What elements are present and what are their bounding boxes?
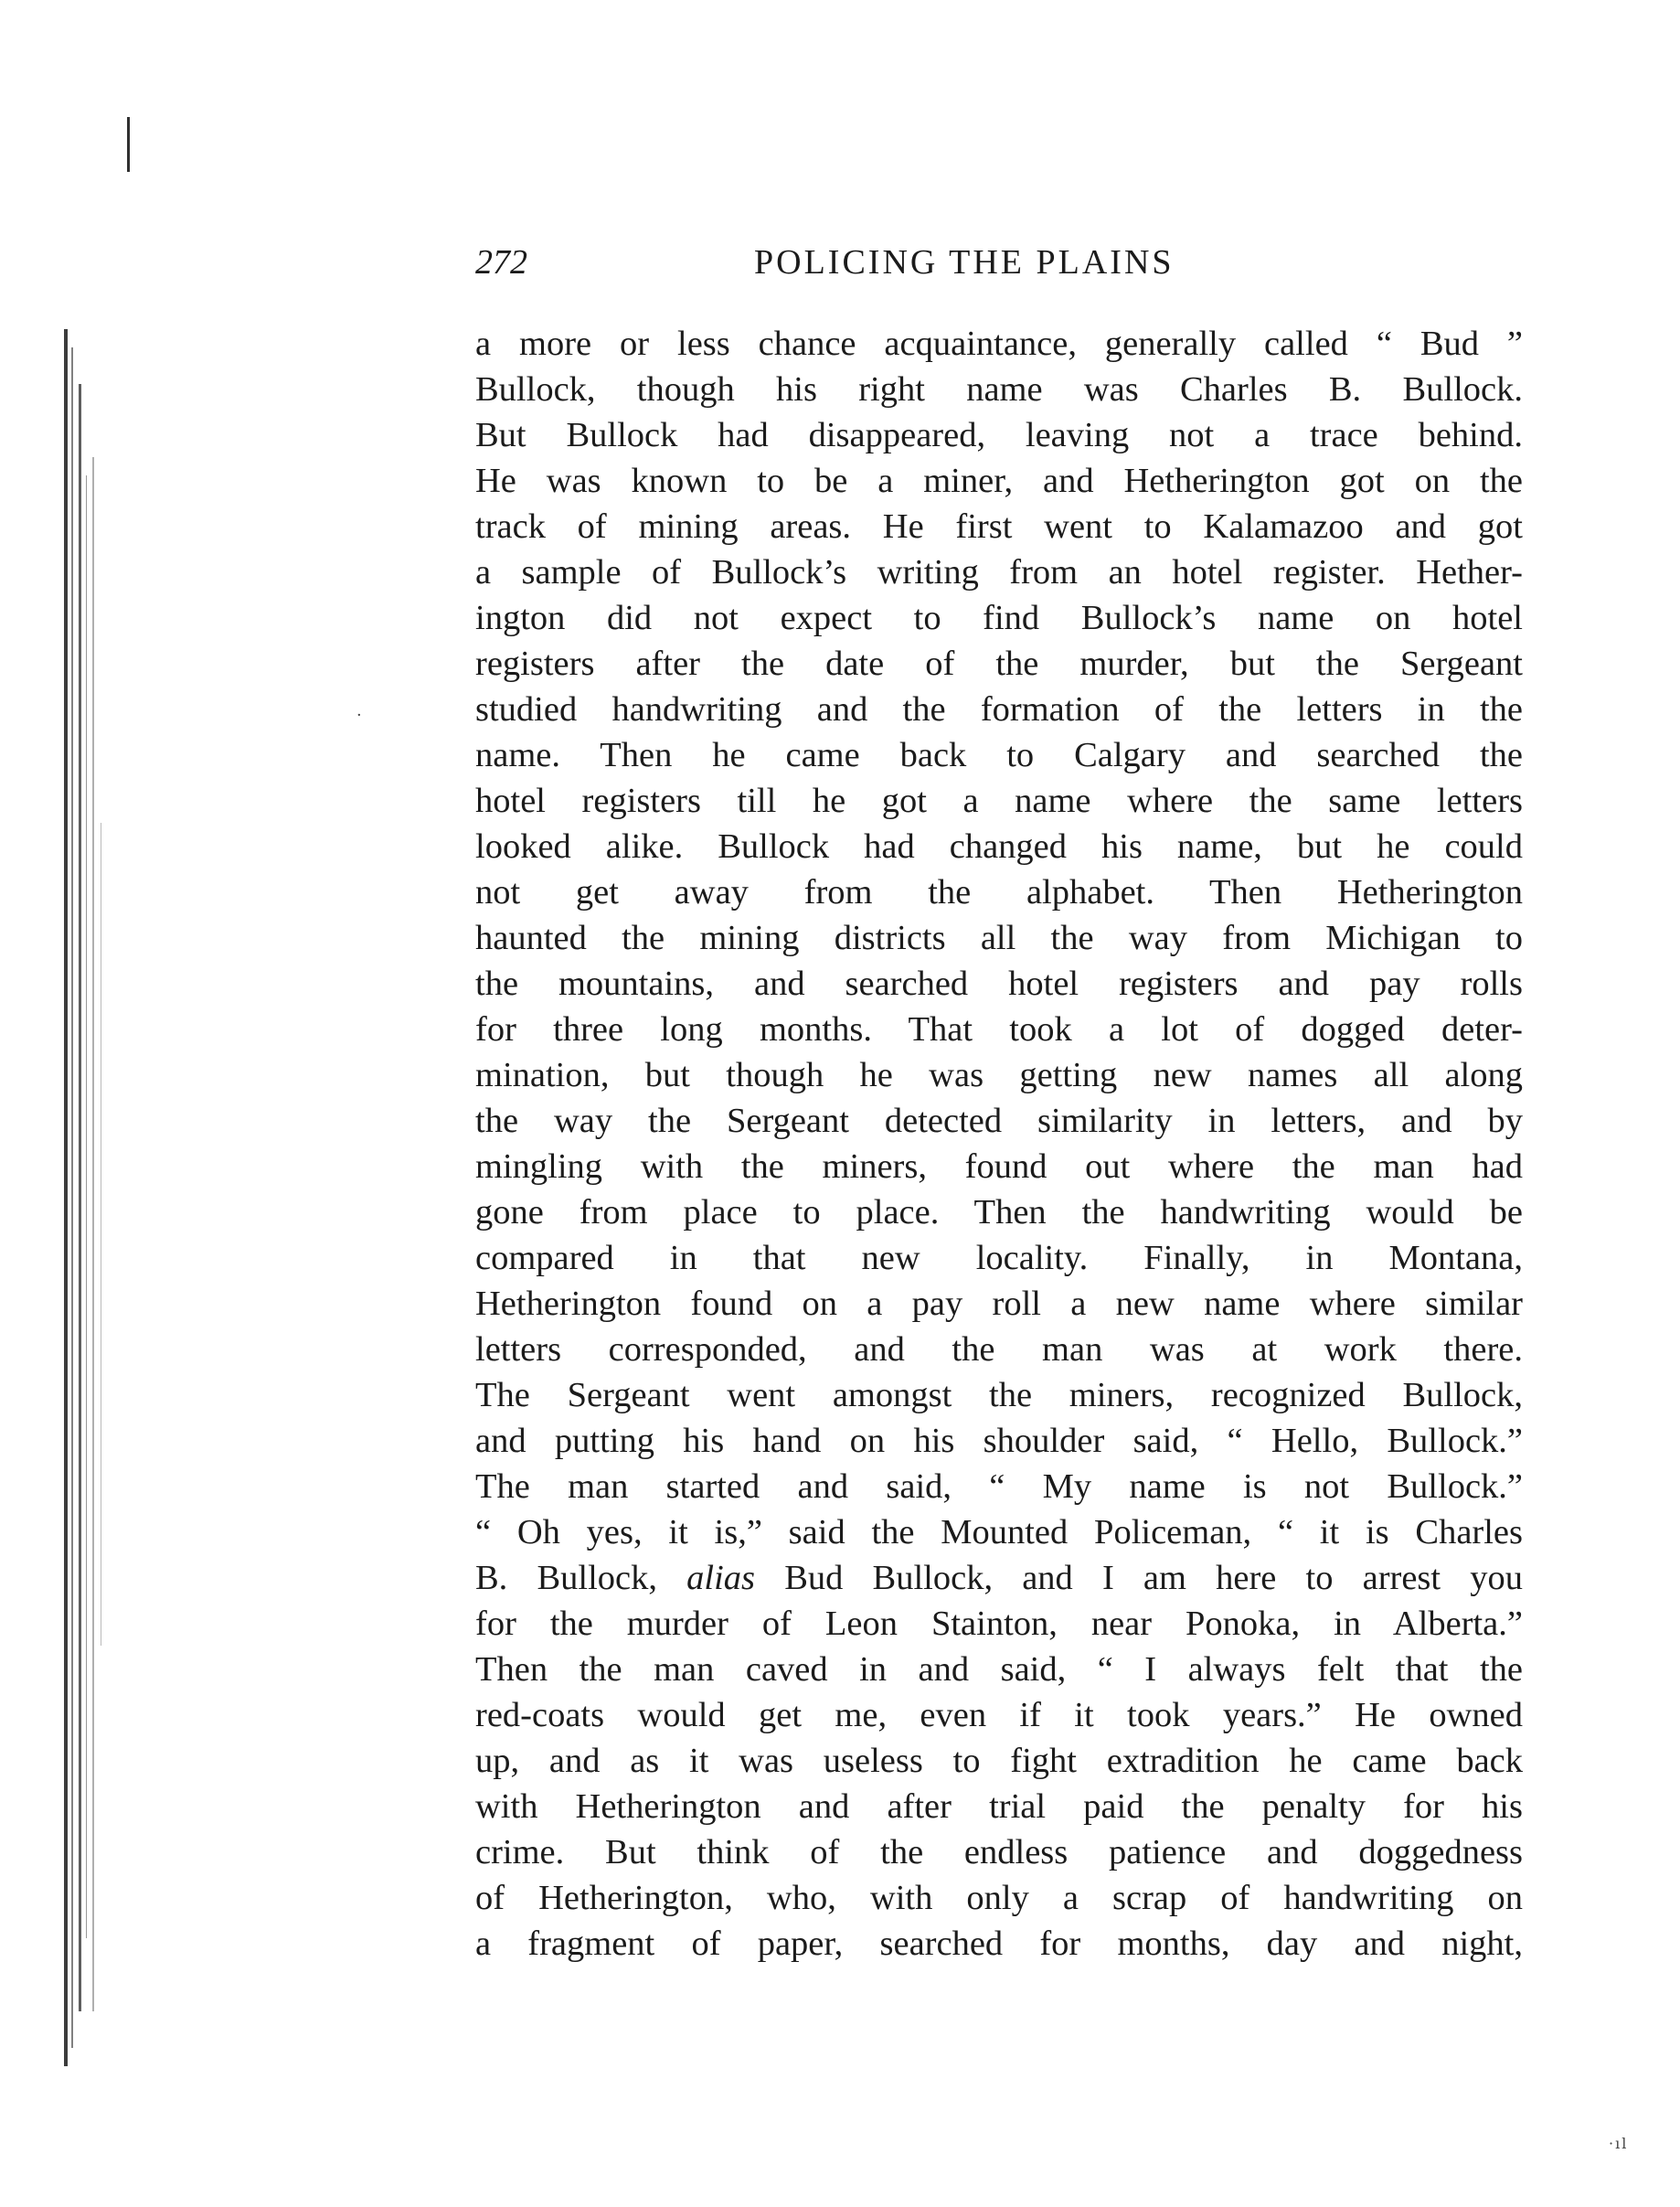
text-line: crime. But think of the endless patience and doggedness <box>475 1833 1523 1871</box>
gutter-line <box>92 457 94 2011</box>
text-line: letters corresponded, and the man was at work there. <box>475 1330 1523 1369</box>
text-fragment: Bud Bullock, and I am here to arrest you <box>784 1559 1524 1597</box>
text-line: Then the man caved in and said, “ I always felt that the <box>475 1650 1523 1689</box>
text-line: gone from place to place. Then the handwriting would be <box>475 1193 1523 1231</box>
page-header <box>475 240 1523 285</box>
text-line: compared in that new locality. Finally, in Montana, <box>475 1239 1523 1277</box>
text-line: a fragment of paper, searched for months, day and night, <box>475 1924 1523 1963</box>
text-line: looked alike. Bullock had changed his name, but he could <box>475 827 1523 866</box>
gutter-line <box>79 384 81 2011</box>
italic-word: alias <box>686 1559 756 1597</box>
text-line: red-coats would get me, even if it took years.” He owned <box>475 1696 1523 1734</box>
page-number: 272 <box>475 243 527 282</box>
text-line: mingling with the miners, found out where the man had <box>475 1147 1523 1186</box>
text-line: studied handwriting and the formation of the letters in the <box>475 690 1523 729</box>
gutter-line <box>127 117 130 172</box>
gutter-line <box>71 347 73 2048</box>
text-line: The man started and said, “ My name is not Bullock.” <box>475 1467 1523 1506</box>
text-line: name. Then he came back to Calgary and searched the <box>475 736 1523 774</box>
text-line: But Bullock had disappeared, leaving not a trace behind. <box>475 416 1523 454</box>
scan-speck: · <box>356 706 362 725</box>
text-line: for three long months. That took a lot of dogged deter- <box>475 1010 1523 1049</box>
text-line: a sample of Bullock’s writing from an hotel register. Hether- <box>475 553 1523 592</box>
text-line: of Hetherington, who, with only a scrap of handwriting on <box>475 1879 1523 1917</box>
running-head: POLICING THE PLAINS <box>754 243 1175 282</box>
text-line: haunted the mining districts all the way from Michigan to <box>475 919 1523 957</box>
text-fragment: B. Bullock, <box>475 1559 657 1597</box>
text-line: a more or less chance acquaintance, generally called “ Bud ” <box>475 325 1523 363</box>
text-line: for the murder of Leon Stainton, near Ponoka, in Alberta.” <box>475 1605 1523 1643</box>
text-line: track of mining areas. He first went to Kalamazoo and got <box>475 507 1523 546</box>
text-line: with Hetherington and after trial paid the penalty for his <box>475 1787 1523 1826</box>
text-line: hotel registers till he got a name where the same letters <box>475 782 1523 820</box>
body-paragraph <box>475 321 1523 1967</box>
text-line: the mountains, and searched hotel registers and pay rolls <box>475 965 1523 1003</box>
text-line: not get away from the alphabet. Then Hetherington <box>475 873 1523 912</box>
text-line: He was known to be a miner, and Hetherington got on the <box>475 462 1523 500</box>
text-line: Hetherington found on a pay roll a new name where similar <box>475 1285 1523 1323</box>
text-line: the way the Sergeant detected similarity in letters, and by <box>475 1102 1523 1140</box>
text-line: registers after the date of the murder, but the Sergeant <box>475 645 1523 683</box>
scan-speck: ·ıl <box>1609 2135 1629 2152</box>
text-line: up, and as it was useless to fight extradition he came back <box>475 1742 1523 1780</box>
text-line: mination, but though he was getting new names all along <box>475 1056 1523 1094</box>
text-line: and putting his hand on his shoulder said, “ Hello, Bullock.” <box>475 1422 1523 1460</box>
text-line: Bullock, though his right name was Charles B. Bullock. <box>475 370 1523 409</box>
text-line: “ Oh yes, it is,” said the Mounted Policeman, “ it is Charles <box>475 1513 1523 1551</box>
text-line: ington did not expect to find Bullock’s name on hotel <box>475 599 1523 637</box>
gutter-line <box>64 329 68 2066</box>
text-line-with-italic <box>475 1555 1523 1601</box>
gutter-line <box>86 475 87 1938</box>
text-line: The Sergeant went amongst the miners, recognized Bullock, <box>475 1376 1523 1414</box>
